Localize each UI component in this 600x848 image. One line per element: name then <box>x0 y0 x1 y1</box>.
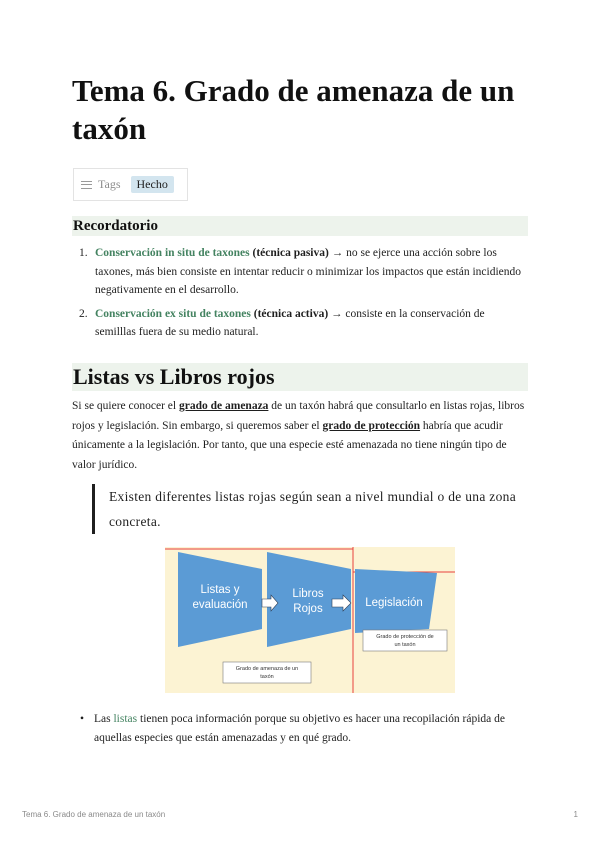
list-number: 1. <box>79 247 88 259</box>
box2-line1: Libros <box>292 588 324 600</box>
arrow-icon: → <box>331 247 344 259</box>
item-text: consiste en la conservación de semilllas fuera de su medio natural. <box>95 307 485 338</box>
listas-link[interactable]: listas <box>113 713 138 725</box>
keyword-grado-amenaza: grado de amenaza <box>178 400 269 412</box>
box1-line1: Listas y <box>200 584 240 596</box>
bullet-text: tienen poca información porque su objetivo es hacer una recopilación rápida de aquellas especies que están amenazadas y en qué grado. <box>94 713 505 744</box>
keyword-grado-proteccion: grado de protección <box>322 419 421 432</box>
para-text: habría que acudir únicamente a la legislación. Por tanto, que una especie esté amenazada no tiene ningún tipo de valor jurídico. <box>72 419 507 471</box>
footer-title: Tema 6. Grado de amenaza de un taxón <box>22 810 166 819</box>
label-proteccion-line2: un taxón <box>394 642 416 648</box>
label-amenaza-line2: taxón <box>260 674 274 680</box>
item-text: no se ejerce una acción sobre los taxones, más bien consiste en intentar reducir o minimizar los impactos que están incidiendo negativamente en el desarrollo. <box>95 247 522 296</box>
list-item <box>79 305 528 342</box>
listas-heading: Listas vs Libros rojos <box>72 363 528 391</box>
list-icon <box>81 181 92 189</box>
box1-line2: evaluación <box>192 599 248 611</box>
tags-property[interactable] <box>73 168 188 201</box>
list-item <box>79 244 528 300</box>
bullet-list <box>80 710 528 748</box>
diagram-image <box>165 547 455 693</box>
box3-label: Legislación <box>365 597 423 609</box>
quote-block: Existen diferentes listas rojas según sean a nivel mundial o de una zona concreta. <box>92 484 528 534</box>
qualifier: (técnica activa) <box>253 307 329 320</box>
list-item <box>80 710 528 748</box>
qualifier: (técnica pasiva) <box>252 247 329 259</box>
box2-line2: Rojos <box>293 603 323 615</box>
page-footer <box>22 810 578 819</box>
recordatorio-list <box>79 244 528 347</box>
bullet-text: Las <box>94 713 114 725</box>
recordatorio-heading: Recordatorio <box>72 216 528 236</box>
tag-chip[interactable]: Hecho <box>131 176 174 193</box>
term-in-situ: Conservación in situ de taxones <box>95 247 250 259</box>
list-number: 2. <box>79 307 88 320</box>
arrow-icon: → <box>331 307 343 320</box>
label-amenaza-line1: Grado de amenaza de un <box>235 666 299 672</box>
label-proteccion-line1: Grado de protección de <box>376 634 434 640</box>
diagram-svg <box>165 547 455 693</box>
page-number: 1 <box>573 810 578 819</box>
tags-label: Tags <box>98 177 121 191</box>
para-text: Si se quiere conocer el <box>72 400 179 412</box>
bullet-icon: • <box>80 713 85 725</box>
para-text: de un taxón habrá que consultarlo en listas rojas, libros rojos y legislación. Sin embargo, si queremos saber el <box>72 400 525 432</box>
term-ex-situ: Conservación ex situ de taxones <box>95 307 251 320</box>
page-title: Tema 6. Grado de amenaza de un taxón <box>72 73 515 146</box>
listas-paragraph <box>72 397 528 475</box>
